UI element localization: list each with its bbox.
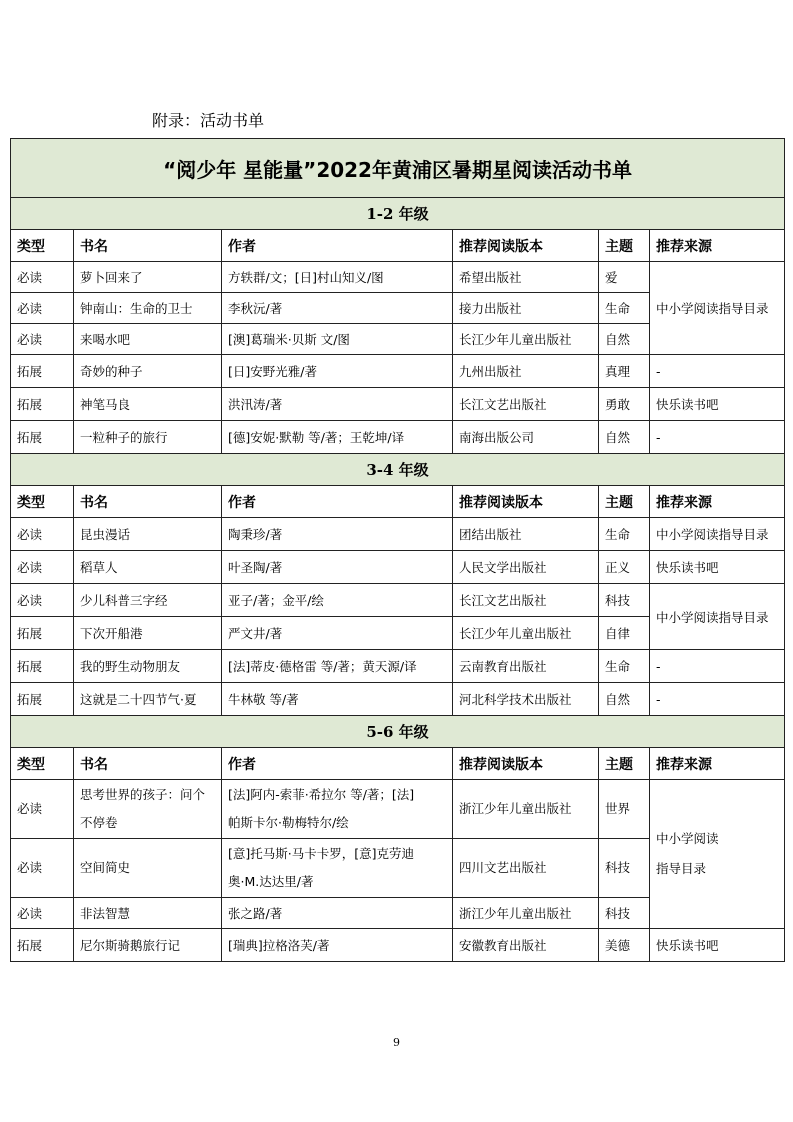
cell-name: 神笔马良: [74, 388, 222, 421]
cell-theme: 爱: [599, 262, 650, 293]
table-row: [11, 355, 785, 388]
cell-theme: 科技: [599, 839, 650, 898]
cell-source: 快乐读书吧: [650, 388, 785, 421]
cell-author: [德]安妮·默勒 等/著；王乾坤/译: [222, 421, 453, 454]
author-line: 奥·M.达达里/著: [228, 874, 314, 889]
cell-theme: 勇敢: [599, 388, 650, 421]
cell-edition: 希望出版社: [453, 262, 599, 293]
author-line: [法]阿内-索菲·希拉尔 等/著；[法]: [228, 787, 415, 802]
col-author: 作者: [222, 486, 453, 518]
cell-edition: 长江文艺出版社: [453, 388, 599, 421]
cell-theme: 科技: [599, 584, 650, 617]
cell-author: [222, 780, 453, 839]
name-line: 思考世界的孩子：问个: [80, 787, 206, 802]
cell-type: 必读: [11, 262, 74, 293]
column-header-row: [11, 748, 785, 780]
cell-name: 奇妙的种子: [74, 355, 222, 388]
cell-type: 拓展: [11, 421, 74, 454]
cell-type: 必读: [11, 518, 74, 551]
cell-theme: 科技: [599, 898, 650, 929]
table-title: “阅少年 星能量”2022年黄浦区暑期星阅读活动书单: [11, 139, 785, 198]
col-type: 类型: [11, 230, 74, 262]
page-number: 9: [393, 1036, 400, 1049]
cell-theme: 自然: [599, 324, 650, 355]
cell-type: 拓展: [11, 355, 74, 388]
cell-type: 拓展: [11, 650, 74, 683]
cell-type: 必读: [11, 780, 74, 839]
cell-author: 亚子/著；金平/绘: [222, 584, 453, 617]
cell-name: 萝卜回来了: [74, 262, 222, 293]
cell-theme: 正义: [599, 551, 650, 584]
appendix-label: 附录：活动书单: [152, 111, 265, 130]
table-title-row: [11, 139, 785, 198]
cell-name: 我的野生动物朋友: [74, 650, 222, 683]
table-row: [11, 683, 785, 716]
cell-name: 少儿科普三字经: [74, 584, 222, 617]
name-line: 不停卷: [80, 815, 118, 830]
grade-label: 1-2 年级: [11, 198, 785, 230]
cell-name: 来喝水吧: [74, 324, 222, 355]
cell-name: 空间简史: [74, 839, 222, 898]
cell-name: 非法智慧: [74, 898, 222, 929]
cell-theme: 美德: [599, 929, 650, 962]
cell-edition: 浙江少年儿童出版社: [453, 898, 599, 929]
cell-edition: 长江少年儿童出版社: [453, 324, 599, 355]
cell-source: 快乐读书吧: [650, 929, 785, 962]
cell-author: 张之路/著: [222, 898, 453, 929]
table-row: [11, 650, 785, 683]
cell-type: 必读: [11, 324, 74, 355]
cell-author: [法]蒂皮·德格雷 等/著；黄天源/译: [222, 650, 453, 683]
cell-theme: 生命: [599, 650, 650, 683]
cell-author: 方轶群/文；[日]村山知义/图: [222, 262, 453, 293]
cell-edition: 南海出版公司: [453, 421, 599, 454]
grade-header-row: [11, 198, 785, 230]
cell-source: 快乐读书吧: [650, 551, 785, 584]
col-name: 书名: [74, 230, 222, 262]
cell-theme: 自律: [599, 617, 650, 650]
cell-type: 必读: [11, 293, 74, 324]
book-list-table: [10, 138, 785, 962]
table-row: [11, 421, 785, 454]
table-row: [11, 584, 785, 617]
cell-name: 钟南山：生命的卫士: [74, 293, 222, 324]
cell-author: 牛林敬 等/著: [222, 683, 453, 716]
cell-theme: 自然: [599, 683, 650, 716]
cell-edition: 接力出版社: [453, 293, 599, 324]
cell-type: 必读: [11, 898, 74, 929]
cell-name: 稻草人: [74, 551, 222, 584]
grade-label: 5-6 年级: [11, 716, 785, 748]
cell-name: 一粒种子的旅行: [74, 421, 222, 454]
col-type: 类型: [11, 486, 74, 518]
author-line: 帕斯卡尔·勒梅特尔/绘: [228, 815, 349, 830]
cell-theme: 生命: [599, 293, 650, 324]
cell-edition: 长江少年儿童出版社: [453, 617, 599, 650]
cell-author: [澳]葛瑞米·贝斯 文/图: [222, 324, 453, 355]
cell-edition: 河北科学技术出版社: [453, 683, 599, 716]
cell-edition: 四川文艺出版社: [453, 839, 599, 898]
cell-type: 必读: [11, 839, 74, 898]
cell-theme: 真理: [599, 355, 650, 388]
cell-author: [222, 839, 453, 898]
cell-edition: 人民文学出版社: [453, 551, 599, 584]
source-line: 指导目录: [656, 861, 707, 876]
cell-source: -: [650, 650, 785, 683]
col-author: 作者: [222, 230, 453, 262]
col-edition: 推荐阅读版本: [453, 748, 599, 780]
cell-name: 尼尔斯骑鹅旅行记: [74, 929, 222, 962]
cell-edition: 云南教育出版社: [453, 650, 599, 683]
cell-type: 必读: [11, 584, 74, 617]
cell-source-merged: [650, 780, 785, 929]
cell-source: -: [650, 355, 785, 388]
table-row: [11, 929, 785, 962]
col-edition: 推荐阅读版本: [453, 486, 599, 518]
cell-edition: 九州出版社: [453, 355, 599, 388]
col-author: 作者: [222, 748, 453, 780]
grade-label: 3-4 年级: [11, 454, 785, 486]
cell-author: 叶圣陶/著: [222, 551, 453, 584]
column-header-row: [11, 486, 785, 518]
cell-source: -: [650, 421, 785, 454]
col-source: 推荐来源: [650, 486, 785, 518]
cell-edition: 浙江少年儿童出版社: [453, 780, 599, 839]
column-header-row: [11, 230, 785, 262]
cell-source: 中小学阅读指导目录: [650, 518, 785, 551]
cell-edition: 长江文艺出版社: [453, 584, 599, 617]
table-row: [11, 780, 785, 839]
cell-source-merged: 中小学阅读指导目录: [650, 262, 785, 355]
cell-type: 必读: [11, 551, 74, 584]
cell-source-merged: 中小学阅读指导目录: [650, 584, 785, 650]
table-row: [11, 262, 785, 293]
cell-name: 昆虫漫话: [74, 518, 222, 551]
cell-author: [瑞典]拉格洛芙/著: [222, 929, 453, 962]
cell-type: 拓展: [11, 683, 74, 716]
cell-author: 洪汛涛/著: [222, 388, 453, 421]
cell-author: [日]安野光雅/著: [222, 355, 453, 388]
grade-header-row: [11, 716, 785, 748]
cell-type: 拓展: [11, 929, 74, 962]
col-name: 书名: [74, 748, 222, 780]
cell-theme: 世界: [599, 780, 650, 839]
cell-name: [74, 780, 222, 839]
cell-author: 陶秉珍/著: [222, 518, 453, 551]
cell-type: 拓展: [11, 388, 74, 421]
cell-type: 拓展: [11, 617, 74, 650]
source-line: 中小学阅读: [656, 831, 719, 846]
cell-source: -: [650, 683, 785, 716]
col-name: 书名: [74, 486, 222, 518]
cell-name: 下次开船港: [74, 617, 222, 650]
col-edition: 推荐阅读版本: [453, 230, 599, 262]
col-type: 类型: [11, 748, 74, 780]
cell-name: 这就是二十四节气·夏: [74, 683, 222, 716]
col-theme: 主题: [599, 230, 650, 262]
grade-header-row: [11, 454, 785, 486]
col-source: 推荐来源: [650, 748, 785, 780]
col-theme: 主题: [599, 486, 650, 518]
cell-edition: 安徽教育出版社: [453, 929, 599, 962]
cell-theme: 自然: [599, 421, 650, 454]
author-line: [意]托马斯·马卡卡罗，[意]克劳迪: [228, 846, 414, 861]
col-theme: 主题: [599, 748, 650, 780]
col-source: 推荐来源: [650, 230, 785, 262]
cell-author: 严文井/著: [222, 617, 453, 650]
cell-author: 李秋沅/著: [222, 293, 453, 324]
cell-theme: 生命: [599, 518, 650, 551]
table-row: [11, 388, 785, 421]
table-row: [11, 551, 785, 584]
table-row: [11, 518, 785, 551]
cell-edition: 团结出版社: [453, 518, 599, 551]
